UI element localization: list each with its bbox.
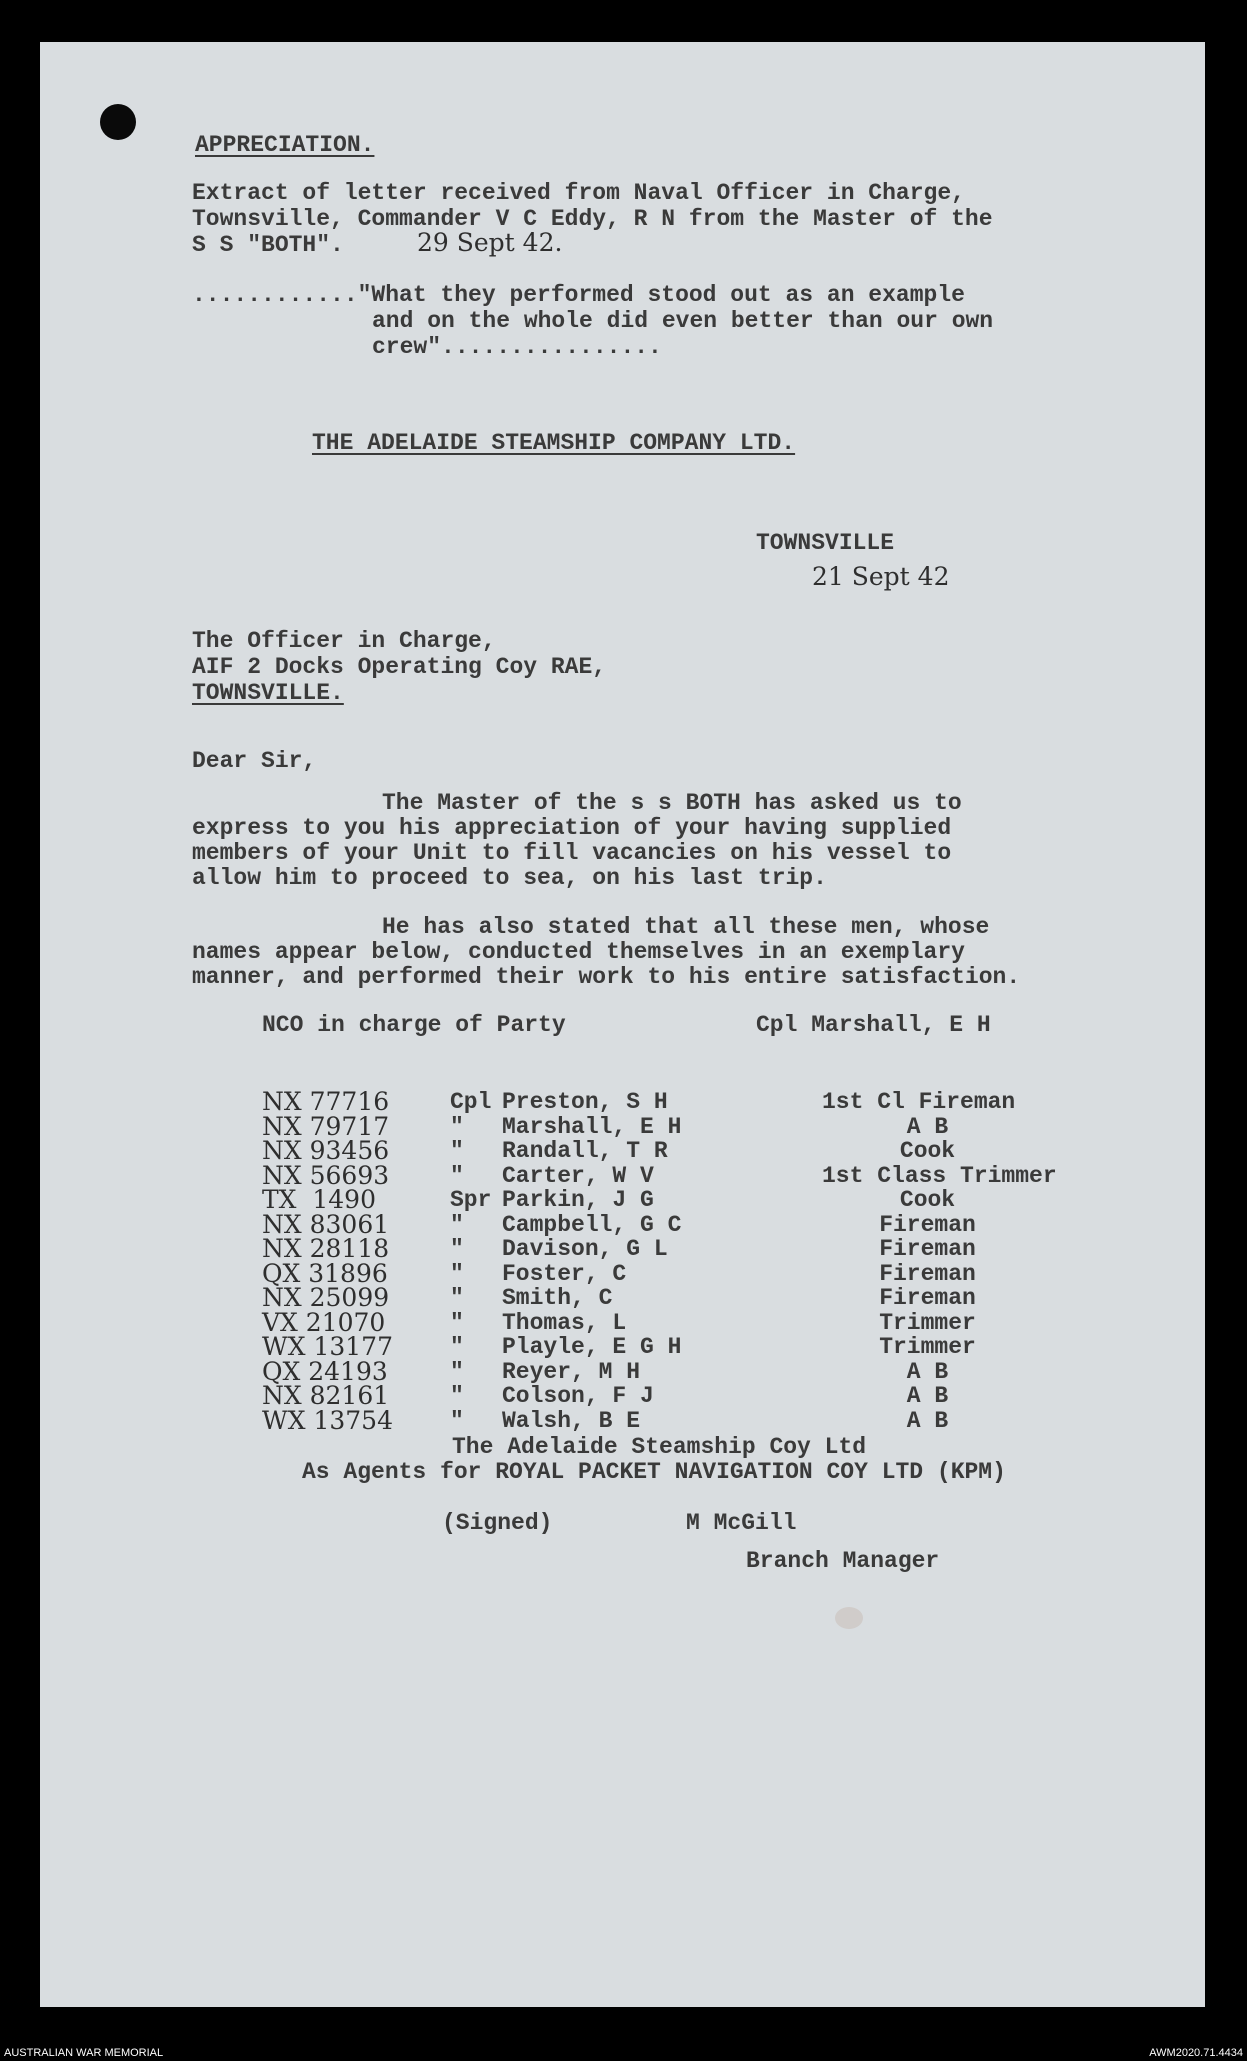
role: Cook [899, 1187, 956, 1213]
extract-line-1: Extract of letter received from Naval Officer in Charge, [192, 180, 965, 206]
serial-number: NX 25099 [262, 1283, 390, 1312]
para2-line-2: names appear below, conducted themselves in an exemplary [192, 939, 965, 965]
member-name: Carter, W V [502, 1162, 654, 1189]
rank: " [450, 1383, 464, 1409]
signer-title: Branch Manager [746, 1548, 940, 1574]
signer-name: M McGill [686, 1510, 797, 1536]
addressee-line-1: The Officer in Charge, [192, 628, 496, 654]
extract-line-3: S S "BOTH". [192, 232, 344, 258]
signoff-line-1: The Adelaide Steamship Coy Ltd [452, 1434, 867, 1460]
member-name: Randall, T R [502, 1138, 668, 1164]
document-page [40, 42, 1205, 2007]
serial-number: NX 83061 [262, 1209, 390, 1239]
member-name: Davison, G L [502, 1236, 668, 1262]
member-name: Preston, S H [502, 1089, 668, 1115]
role: A B [906, 1358, 949, 1385]
nco-label: NCO in charge of Party [262, 1012, 566, 1038]
role: Trimmer [879, 1334, 976, 1360]
rank: " [450, 1334, 464, 1360]
serial-number: NX 82161 [262, 1381, 390, 1410]
role: 1st Class Trimmer [822, 1162, 1057, 1189]
punch-hole [100, 104, 136, 140]
role: A B [906, 1383, 949, 1409]
serial-number: QX 24193 [262, 1356, 388, 1386]
para2-line-3: manner, and performed their work to his entire satisfaction. [192, 964, 1021, 990]
role: A B [906, 1113, 949, 1140]
role: Fireman [879, 1285, 976, 1311]
member-name: Parkin, J G [502, 1187, 654, 1213]
member-name: Marshall, E H [502, 1113, 682, 1140]
rank: " [450, 1358, 464, 1385]
extract-line-2: Townsville, Commander V C Eddy, R N from the Master of the [192, 206, 993, 232]
rank: " [450, 1211, 464, 1238]
rank: " [450, 1309, 464, 1336]
para1-line-2: express to you his appreciation of your having supplied [192, 815, 952, 841]
salutation: Dear Sir, [192, 748, 317, 774]
role: Fireman [879, 1236, 976, 1262]
serial-number: NX 79717 [262, 1111, 390, 1141]
serial-number: WX 13177 [262, 1332, 393, 1361]
serial-number: NX 28118 [262, 1234, 390, 1263]
quote-line-2: and on the whole did even better than our own [372, 308, 994, 334]
role: Fireman [879, 1260, 976, 1287]
signoff-line-2: As Agents for ROYAL PACKET NAVIGATION COY LTD (KPM) [302, 1459, 1006, 1485]
serial-number: WX 13754 [262, 1405, 393, 1435]
role: A B [906, 1407, 949, 1434]
letter-date: 21 Sept 42 [812, 562, 950, 591]
para1-line-1: The Master of the s s BOTH has asked us to [382, 790, 962, 816]
place: TOWNSVILLE [756, 530, 895, 556]
serial-number: TX 1490 [262, 1185, 376, 1214]
footer-accession: AWM2020.71.4434 [1149, 2047, 1243, 2059]
para1-line-4: allow him to proceed to sea, on his last trip. [192, 865, 827, 891]
member-name: Foster, C [502, 1260, 627, 1287]
footer-credit: AUSTRALIAN WAR MEMORIAL [4, 2047, 164, 2059]
serial-number: VX 21070 [262, 1307, 386, 1337]
rank: " [450, 1113, 464, 1140]
para2-line-1: He has also stated that all these men, whose [382, 914, 990, 940]
member-name: Smith, C [502, 1285, 613, 1311]
role: Cook [899, 1138, 956, 1164]
serial-number: NX 93456 [262, 1136, 390, 1165]
para1-line-3: members of your Unit to fill vacancies on his vessel to [192, 840, 952, 866]
rank: " [450, 1407, 464, 1434]
serial-number: NX 56693 [262, 1160, 390, 1190]
heading: APPRECIATION. [195, 132, 375, 158]
quote-line-3: crew"................ [372, 334, 662, 360]
role: Trimmer [879, 1309, 976, 1336]
rank: " [450, 1138, 464, 1164]
rank: " [450, 1236, 464, 1262]
role: 1st Cl Fireman [822, 1089, 1016, 1115]
addressee-line-2: AIF 2 Docks Operating Coy RAE, [192, 654, 607, 680]
serial-number: NX 77716 [262, 1087, 390, 1116]
member-name: Reyer, M H [502, 1358, 641, 1385]
nco-value: Cpl Marshall, E H [756, 1012, 991, 1038]
rank: " [450, 1260, 464, 1287]
rank: " [450, 1162, 464, 1189]
role: Fireman [879, 1211, 976, 1238]
serial-number: QX 31896 [262, 1258, 388, 1288]
extract-date: 29 Sept 42. [417, 228, 563, 257]
member-name: Campbell, G C [502, 1211, 682, 1238]
rank: Cpl [450, 1089, 492, 1115]
rank: Spr [450, 1187, 492, 1213]
addressee-line-3: TOWNSVILLE. [192, 680, 344, 706]
signed-label: (Signed) [442, 1510, 553, 1536]
member-name: Colson, F J [502, 1383, 654, 1409]
quote-line-1: ............"What they performed stood out as an example [192, 282, 965, 308]
member-name: Thomas, L [502, 1309, 627, 1336]
paper-smudge [835, 1607, 863, 1629]
rank: " [450, 1285, 464, 1311]
company-name: THE ADELAIDE STEAMSHIP COMPANY LTD. [312, 430, 796, 456]
member-name: Playle, E G H [502, 1334, 682, 1360]
member-name: Walsh, B E [502, 1407, 641, 1434]
